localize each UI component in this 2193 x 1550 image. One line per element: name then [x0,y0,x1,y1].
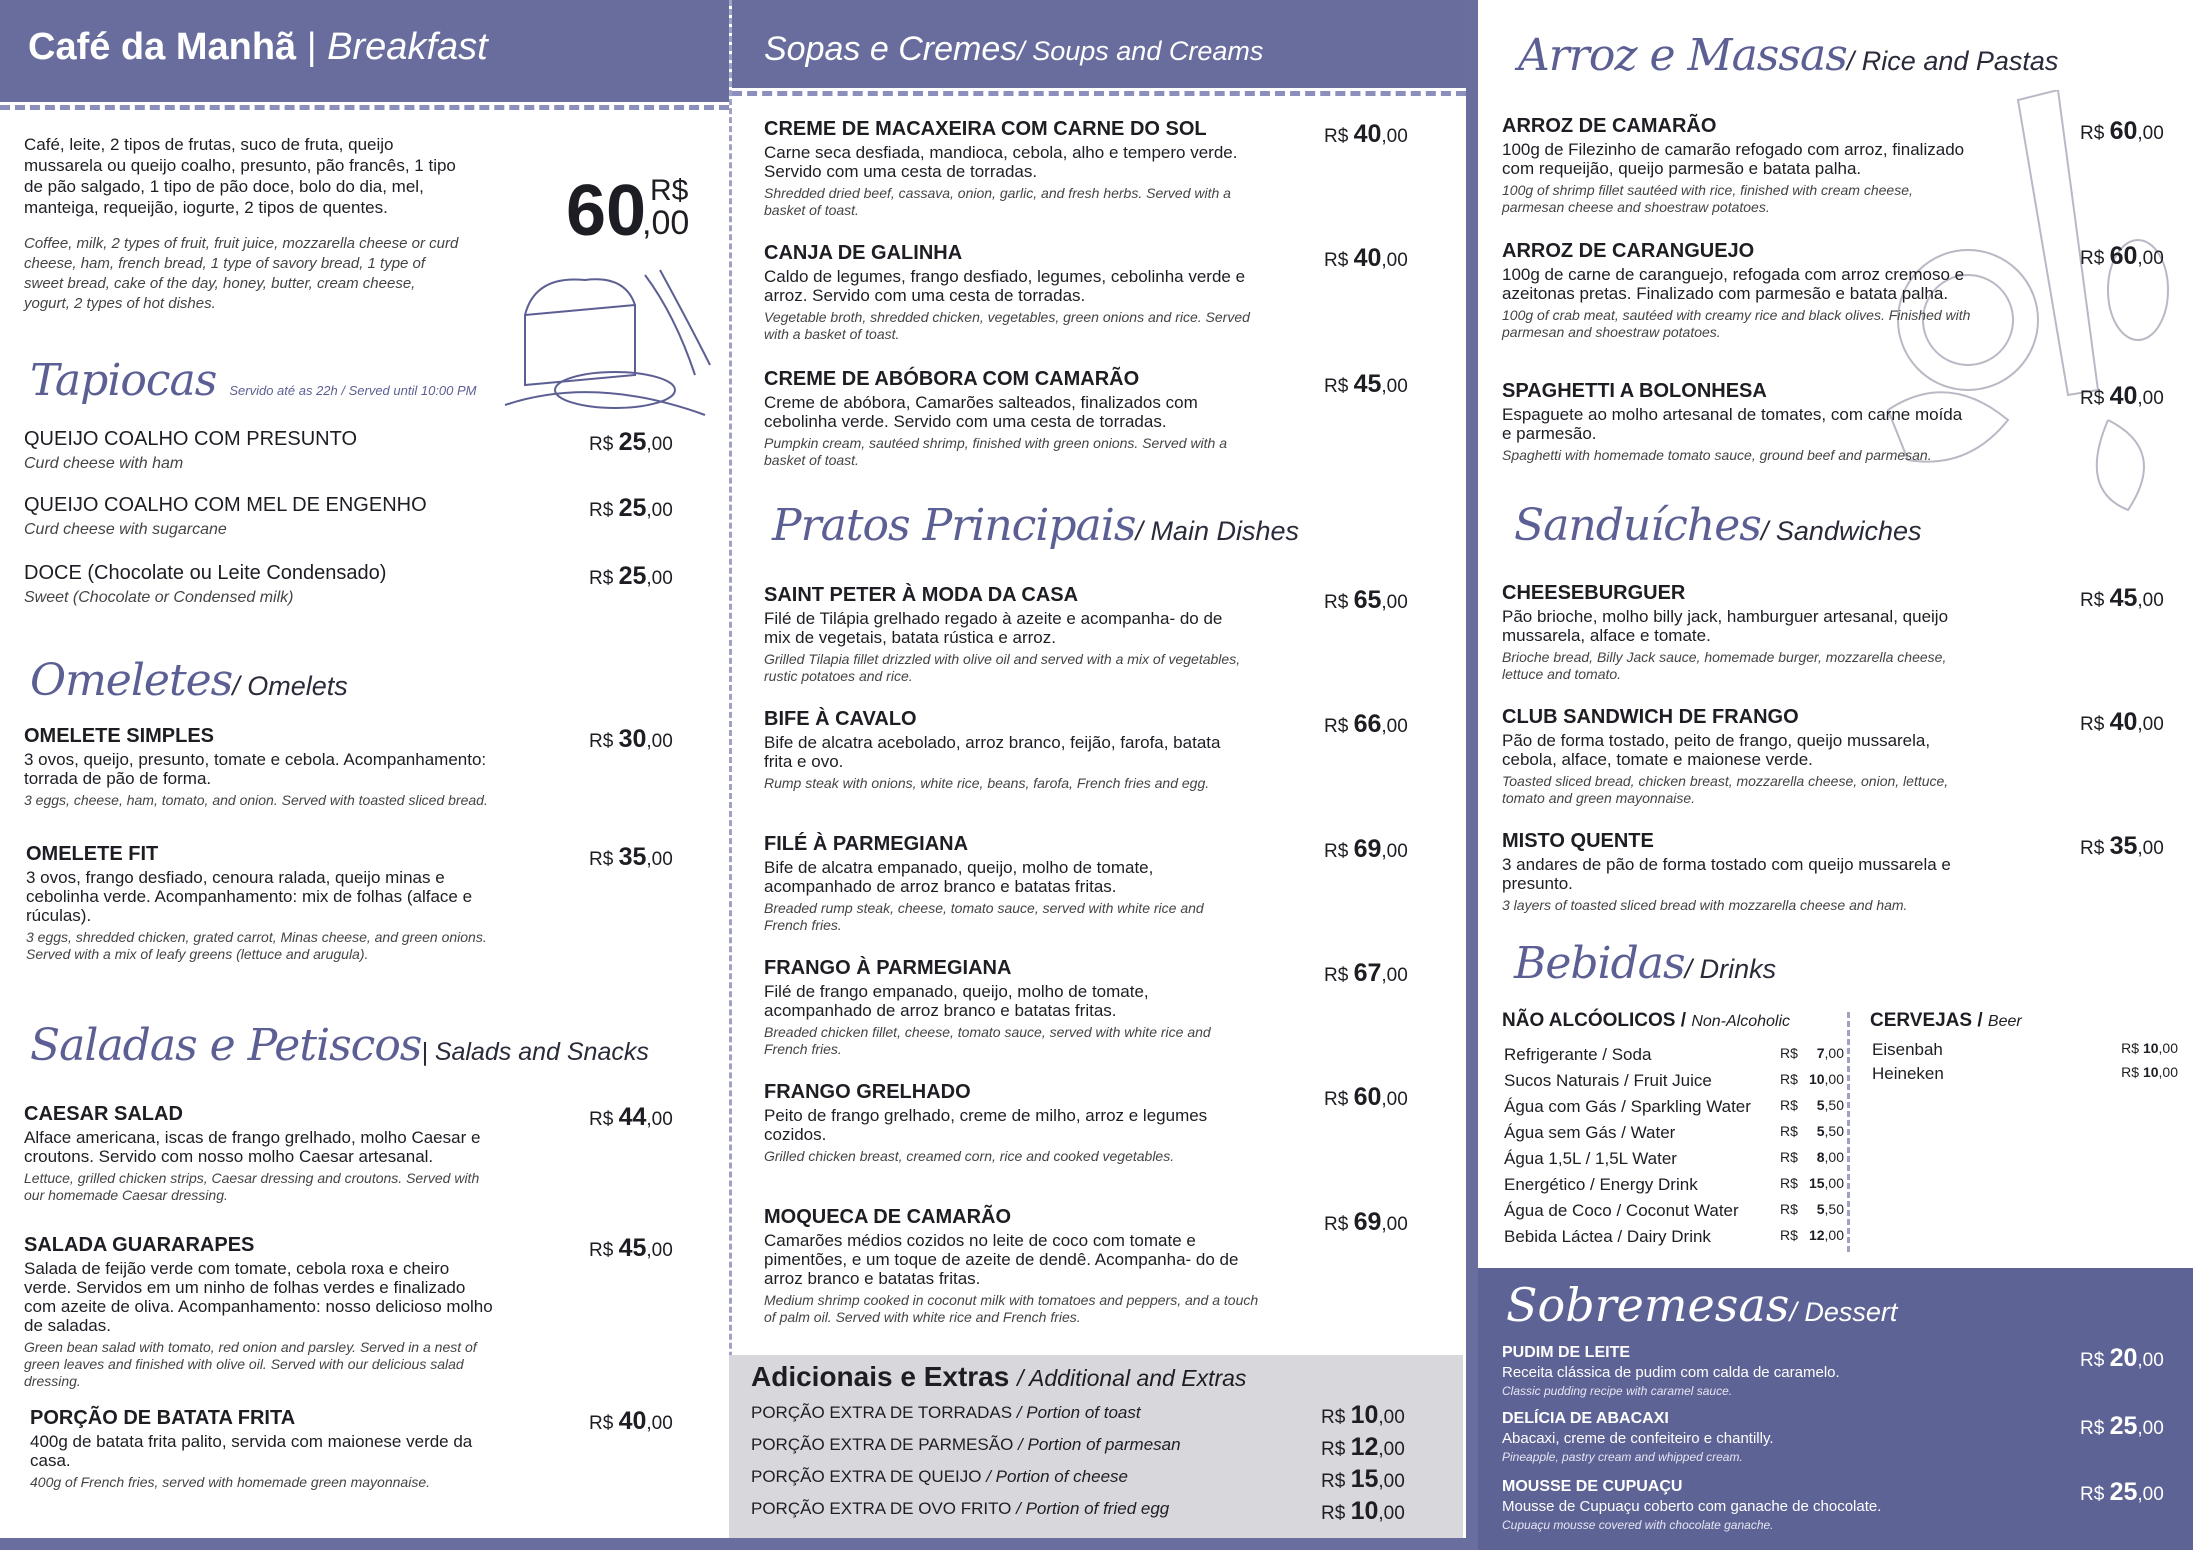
breakfast-title: Café da Manhã | Breakfast [28,26,488,68]
item-price: R$ 40,00 [2080,382,2164,410]
drink-row: Eisenbah R$ 10,00 [1872,1040,2178,1059]
extra-item: PORÇÃO EXTRA DE TORRADAS / Portion of toast [751,1403,1141,1422]
drink-row: Água de Coco / Coconut Water R$ 5,50 [1504,1201,1844,1220]
menu-item: SPAGHETTI A BOLONHESA Espaguete ao molho artesanal de tomates, com carne moída e parmesão. Spaghetti with homemade tomato sauce, ground beef and parmesan. [1502,380,1963,463]
menu-item: SAINT PETER À MODA DA CASA Filé de Tilápia grelhado regado à azeite e acompanha- do de mix de vegetais, batata rústica e arroz. Grilled Tilapia fillet drizzled with olive oil and served with a mix of vegetables, rustic potatoes and rice. [764,584,1241,684]
bread-illustration [495,255,725,425]
non-alcoholic-heading: NÃO ALCÓOLICOS / Non-Alcoholic [1502,1010,1791,1031]
item-price: R$ 44,00 [589,1103,673,1131]
item-price: R$ 12,00 [1321,1433,1405,1461]
tapiocas-title: Tapiocas Servido até as 22h / Served until 10:00 PM [30,355,477,406]
menu-item: OMELETE SIMPLES 3 ovos, queijo, presunto, tomate e cebola. Acompanhamento: torrada de pão de forma. 3 eggs, cheese, ham, tomato, and onion. Served with toasted sliced bread. [24,725,488,808]
column-soups-mains [729,0,1466,1538]
menu-item: MISTO QUENTE 3 andares de pão de forma tostado com queijo mussarela e presunto. 3 layers of toasted sliced bread with mozzarella cheese and ham. [1502,830,1951,913]
breakfast-item: Café, leite, 2 tipos de frutas, suco de fruta, queijo mussarela ou queijo coalho, presunto, pão francês, 1 tipo de pão salgado, 1 tipo de pão doce, bolo do dia, mel, manteiga, requeijão, iogurte, 2 tipos de quentes. Coffee, milk, 2 types of fruit, fruit juice, mozzarella cheese or curd cheese, ham, french bread, 1 type of savory bread, 1 type of sweet bread, cake of the day, honey, butter, cream cheese, yogurt, 2 types of hot dishes. [24,135,459,312]
beer-list [1872,1040,2178,1088]
item-price: R$ 69,00 [1324,835,1408,863]
menu-item: CLUB SANDWICH DE FRANGO Pão de forma tostado, peito de frango, queijo mussarela, cebola, alface, tomate e maionese verde. Toasted sliced bread, chicken breast, mozzarella cheese, onion, lettuce, tomato and green mayonnaise. [1502,706,1949,806]
menu-item: CREME DE MACAXEIRA COM CARNE DO SOL Carne seca desfiada, mandioca, cebola, alho e tempero verde. Servido com uma cesta de torradas. Shredded dried beef, cassava, onion, garlic, and fresh herbs. Served with a basket of toast. [764,118,1238,218]
column-rice-sandwich-drinks [1478,0,2193,1268]
item-price: R$ 67,00 [1324,959,1408,987]
menu-item: SALADA GUARARAPES Salada de feijão verde com tomate, cebola roxa e cheiro verde. Servidos em um ninho de folhas verdes e finalizado com azeite de oliva. Acompanhamento: nosso delicioso molho de saladas. Green bean salad with tomato, red onion and parsley. Served in a nest of green leaves and finished with olive oil. Served with our delicious salad dressing. [24,1234,493,1389]
menu-item: PORÇÃO DE BATATA FRITA 400g de batata frita palito, servida com maionese verde da casa. 400g of French fries, served with homemade green mayonnaise. [30,1407,473,1490]
item-price: R$ 20,00 [2080,1344,2164,1372]
item-price: R$ 40,00 [1324,120,1408,148]
drink-row: Heineken R$ 10,00 [1872,1064,2178,1083]
item-price: R$ 45,00 [2080,584,2164,612]
item-price: R$ 60,00 [1324,1083,1408,1111]
dessert-item: DELÍCIA DE ABACAXI Abacaxi, creme de confeiteiro e chantilly. Pineapple, pastry cream and whipped cream. [1502,1410,1774,1464]
item-price: R$ 25,00 [589,562,673,590]
sanduiches-title: Sanduíches/ Sandwiches [1514,500,1922,551]
drink-row: Água 1,5L / 1,5L Water R$ 8,00 [1504,1149,1844,1168]
item-price: R$ 65,00 [1324,586,1408,614]
dessert-item: MOUSSE DE CUPUAÇU Mousse de Cupuaçu coberto com ganache de chocolate. Cupuaçu mousse covered with chocolate ganache. [1502,1478,1882,1532]
menu-item: ARROZ DE CARANGUEJO 100g de carne de caranguejo, refogada com arroz cremoso e azeitonas pretas. Finalizado com parmesão e batata palha. 100g of crab meat, sautéed with creamy rice and black olives. Finished with parmesan and shoestraw potatoes. [1502,240,1971,340]
item-price: R$ 40,00 [589,1407,673,1435]
item-price: R$ 15,00 [1321,1465,1405,1493]
menu-item: FRANGO GRELHADO Peito de frango grelhado, creme de milho, arroz e legumes cozidos. Grilled chicken breast, creamed corn, rice and cooked vegetables. [764,1081,1208,1164]
extras-title: Adicionais e Extras / Additional and Extras [751,1361,1247,1392]
menu-item: MOQUECA DE CAMARÃO Camarões médios cozidos no leite de coco com tomate e pimentões, e um toque de azeite de dendê. Acompanha- do de arroz branco e batatas fritas. Medium shrimp cooked in coconut milk with tomatoes and peppers, and a touch of palm oil. Served with white rice and French fries. [764,1206,1259,1325]
sobremesas-title: Sobremesas/ Dessert [1506,1278,1898,1332]
item-price: R$ 35,00 [2080,832,2164,860]
item-price: R$ 25,00 [2080,1412,2164,1440]
item-price: R$ 40,00 [2080,708,2164,736]
item-price: R$ 69,00 [1324,1208,1408,1236]
item-price: R$ 60,00 [2080,117,2164,145]
dessert-section [1478,1268,2193,1550]
column-breakfast [0,0,729,1538]
item-price: R$ 25,00 [2080,1478,2164,1506]
drink-row: Refrigerante / Soda R$ 7,00 [1504,1045,1844,1064]
menu-item: CREME DE ABÓBORA COM CAMARÃO Creme de abóbora, Camarões salteados, finalizados com cebolinha verde. Servido com uma cesta de torradas. Pumpkin cream, sautéed shrimp, finished with green onions. Served with a basket of toast. [764,368,1228,468]
drink-row: Energético / Energy Drink R$ 15,00 [1504,1175,1844,1194]
item-price: R$ 60,00 [2080,242,2164,270]
extra-item: PORÇÃO EXTRA DE QUEIJO / Portion of cheese [751,1467,1128,1486]
bebidas-title: Bebidas/ Drinks [1514,938,1777,989]
item-price: R$ 45,00 [1324,370,1408,398]
menu-item: OMELETE FIT 3 ovos, frango desfiado, cenoura ralada, queijo minas e cebolinha verde. Acompanhamento: mix de folhas (alface e rúculas). 3 eggs, shredded chicken, grated carrot, Minas cheese, and green onions. Served with a mix of leafy greens (lettuce and arugula). [26,843,487,962]
extra-item: PORÇÃO EXTRA DE PARMESÃO / Portion of parmesan [751,1435,1181,1454]
menu-item: DOCE (Chocolate ou Leite Condensado) Sweet (Chocolate or Condensed milk) [24,562,387,606]
item-price: R$ 30,00 [589,725,673,753]
header-band [732,0,1466,88]
breakfast-price: 60 R$ ,00 [566,171,690,251]
drink-row: Bebida Láctea / Dairy Drink R$ 12,00 [1504,1227,1844,1246]
item-price: R$ 40,00 [1324,244,1408,272]
item-price: R$ 10,00 [1321,1401,1405,1429]
drink-row: Água com Gás / Sparkling Water R$ 5,50 [1504,1097,1844,1116]
item-price: R$ 25,00 [589,494,673,522]
menu-item: FILÉ À PARMEGIANA Bife de alcatra empanado, queijo, molho de tomate, acompanhado de arroz branco e batatas fritas. Breaded rump steak, cheese, tomato sauce, served with white rice and French fries. [764,833,1204,933]
menu-item: FRANGO À PARMEGIANA Filé de frango empanado, queijo, molho de tomate, acompanhado de arroz branco e batatas fritas. Breaded chicken fillet, cheese, tomato sauce, served with white rice and French fries. [764,957,1211,1057]
item-price: R$ 35,00 [589,843,673,871]
menu-item: QUEIJO COALHO COM MEL DE ENGENHO Curd cheese with sugarcane [24,494,427,538]
drink-row: Água sem Gás / Water R$ 5,50 [1504,1123,1844,1142]
item-price: R$ 10,00 [1321,1497,1405,1525]
item-price: R$ 66,00 [1324,710,1408,738]
menu-item: CANJA DE GALINHA Caldo de legumes, frango desfiado, legumes, cebolinha verde e arroz. Servido com uma cesta de torradas. Vegetable broth, shredded chicken, vegetables, green onions and rice. Served with a basket of toast. [764,242,1250,342]
header-band [0,0,729,102]
saladas-title: Saladas e Petiscos| Salads and Snacks [30,1020,649,1071]
pratos-title: Pratos Principais/ Main Dishes [772,500,1299,551]
item-price: R$ 25,00 [589,428,673,456]
menu-item: ARROZ DE CAMARÃO 100g de Filezinho de camarão refogado com arroz, finalizado com requeijão, queijo parmesão e batata palha. 100g of shrimp fillet sautéed with rice, finished with cream cheese, parmesan cheese and shoestraw potatoes. [1502,115,1965,215]
dessert-item: PUDIM DE LEITE Receita clássica de pudim com calda de caramelo. Classic pudding recipe with caramel sauce. [1502,1344,1840,1398]
menu-item: CHEESEBURGUER Pão brioche, molho billy jack, hamburguer artesanal, queijo mussarela, alface e tomate. Brioche bread, Billy Jack sauce, homemade burger, mozzarella cheese, lettuce and tomato. [1502,582,1949,682]
beer-heading: CERVEJAS / Beer [1870,1010,2022,1031]
sopas-title: Sopas e Cremes/ Soups and Creams [764,30,1264,68]
menu-item: BIFE À CAVALO Bife de alcatra acebolado, arroz branco, feijão, farofa, batata frita e ovo. Rump steak with onions, white rice, beans, farofa, French fries and egg. [764,708,1221,791]
menu-item: QUEIJO COALHO COM PRESUNTO Curd cheese with ham [24,428,358,472]
non-alcoholic-list [1504,1045,1844,1253]
drink-row: Sucos Naturais / Fruit Juice R$ 10,00 [1504,1071,1844,1090]
extras-section [729,1355,1463,1538]
omeletes-title: Omeletes/ Omelets [30,655,348,706]
item-price: R$ 45,00 [589,1234,673,1262]
extra-item: PORÇÃO EXTRA DE OVO FRITO / Portion of fried egg [751,1499,1170,1518]
arroz-title: Arroz e Massas/ Rice and Pastas [1518,30,2059,81]
menu-item: CAESAR SALAD Alface americana, iscas de frango grelhado, molho Caesar e croutons. Servido com nosso molho Caesar artesanal. Lettuce, grilled chicken strips, Caesar dressing and croutons. Served with our homemade Caesar dressing. [24,1103,481,1203]
drinks-divider [1847,1012,1850,1252]
